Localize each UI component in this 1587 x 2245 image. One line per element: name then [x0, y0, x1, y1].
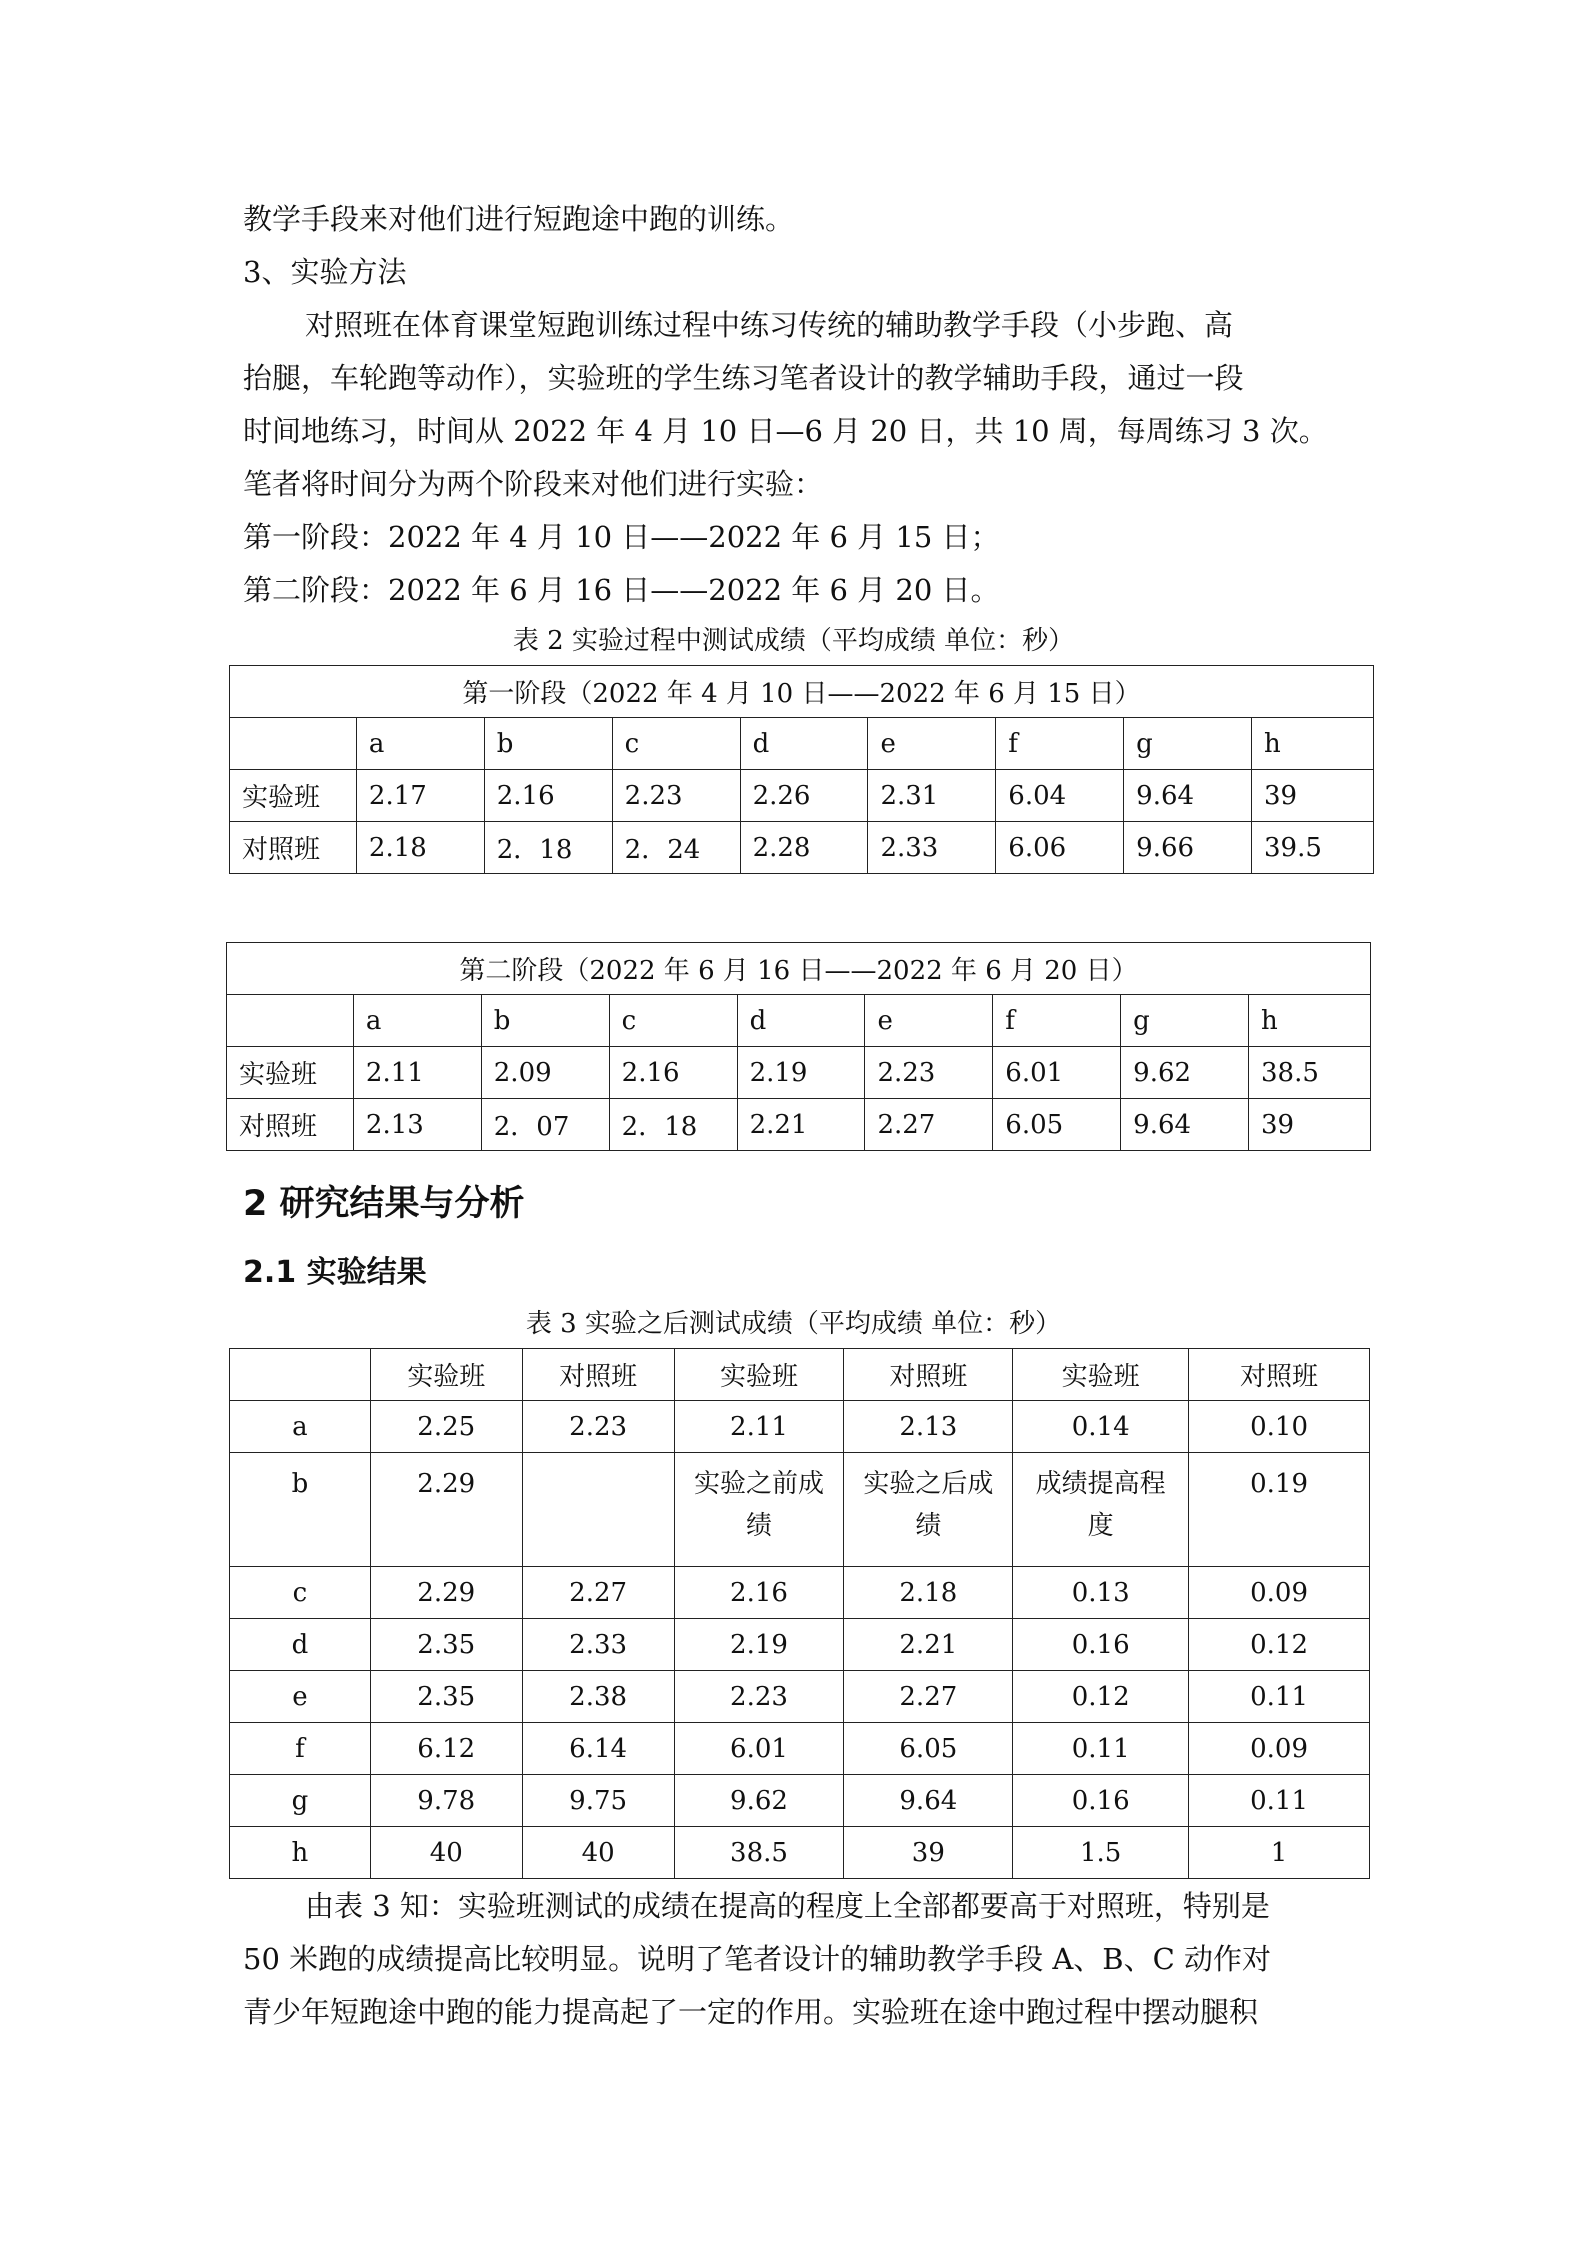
table-cell: 0.11: [1013, 1723, 1189, 1775]
table-cell: 2.26: [740, 770, 868, 822]
table-header-cell: c: [612, 718, 740, 770]
table-cell: 2.33: [868, 822, 996, 874]
table-cell: 1: [1189, 1827, 1370, 1879]
table-cell: c: [230, 1567, 371, 1619]
table-cell: 对照班: [230, 822, 357, 874]
table-cell: 对照班: [227, 1099, 354, 1151]
table-cell: 2.16: [609, 1047, 737, 1099]
table-cell: 2．18: [484, 822, 612, 874]
table-cell: 2.18: [356, 822, 484, 874]
table-header-cell: h: [1249, 995, 1371, 1047]
table-cell: 0.13: [1013, 1567, 1189, 1619]
table-cell: 6.12: [370, 1723, 522, 1775]
table-header-cell: g: [1121, 995, 1249, 1047]
table-cell: 2.31: [868, 770, 996, 822]
table-cell: e: [230, 1671, 371, 1723]
table-cell: 2.25: [370, 1401, 522, 1453]
table-cell: 0.16: [1013, 1775, 1189, 1827]
table-cell: 0.09: [1189, 1723, 1370, 1775]
table-header-cell: e: [868, 718, 996, 770]
table-row: [230, 1827, 1370, 1879]
table-cell: 0.09: [1189, 1567, 1370, 1619]
stage2-line: 第二阶段：2022 年 6 月 16 日——2022 年 6 月 20 日。: [243, 573, 1000, 607]
subsection-title: 2.1 实验结果: [243, 1255, 427, 1290]
table-cell: 2.19: [674, 1619, 844, 1671]
table-header-cell: f: [993, 995, 1121, 1047]
table-cell: 2.18: [844, 1567, 1013, 1619]
table-cell: 2.21: [844, 1619, 1013, 1671]
table-cell: 9.64: [1124, 770, 1252, 822]
table-cell: 0.19: [1189, 1453, 1370, 1567]
table-cell: 1.5: [1013, 1827, 1189, 1879]
table-cell: 2.16: [484, 770, 612, 822]
table-cell: 9.64: [1121, 1099, 1249, 1151]
table-header-cell: d: [740, 718, 868, 770]
table2-stage1-title: 第一阶段（2022 年 4 月 10 日——2022 年 6 月 15 日）: [230, 666, 1374, 718]
table-cell: f: [230, 1723, 371, 1775]
table2-stage2-title: 第二阶段（2022 年 6 月 16 日——2022 年 6 月 20 日）: [227, 943, 1371, 995]
table-cell: 0.12: [1013, 1671, 1189, 1723]
paragraph-line: 对照班在体育课堂短跑训练过程中练习传统的辅助教学手段（小步跑、高: [305, 308, 1234, 342]
table-cell: 2.29: [370, 1567, 522, 1619]
table-row: [230, 1453, 1370, 1567]
paragraph-line: 50 米跑的成绩提高比较明显。说明了笔者设计的辅助教学手段 A、B、C 动作对: [243, 1942, 1272, 1976]
table-cell: 实验班: [227, 1047, 354, 1099]
table-cell: 9.64: [844, 1775, 1013, 1827]
table-header-cell: b: [484, 718, 612, 770]
table-cell: 39: [844, 1827, 1013, 1879]
table-cell: 39.5: [1252, 822, 1374, 874]
table-header-cell: a: [356, 718, 484, 770]
table-cell: 6.05: [844, 1723, 1013, 1775]
table-cell: 40: [522, 1827, 674, 1879]
table2-caption: 表 2 实验过程中测试成绩（平均成绩 单位：秒）: [512, 626, 1075, 656]
table-cell: 2.27: [522, 1567, 674, 1619]
table-cell: g: [230, 1775, 371, 1827]
table-header-cell: b: [481, 995, 609, 1047]
table-cell: 6.01: [993, 1047, 1121, 1099]
table-cell: 2.23: [522, 1401, 674, 1453]
paragraph-line: 时间地练习，时间从 2022 年 4 月 10 日—6 月 20 日，共 10 周，每周练习 3 次。: [243, 414, 1328, 448]
table-cell: 9.62: [674, 1775, 844, 1827]
table-header-cell: [230, 718, 357, 770]
section-title: 2 研究结果与分析: [243, 1184, 525, 1224]
table-cell: [522, 1453, 674, 1567]
table-header-cell: [230, 1349, 371, 1401]
table-cell: 2．24: [612, 822, 740, 874]
table-header-cell: g: [1124, 718, 1252, 770]
table-header-cell: 实验班: [370, 1349, 522, 1401]
stage1-line: 第一阶段：2022 年 4 月 10 日——2022 年 6 月 15 日；: [243, 520, 1000, 554]
table-row: [230, 1401, 1370, 1453]
table-cell: 0.10: [1189, 1401, 1370, 1453]
table-cell: 0.16: [1013, 1619, 1189, 1671]
paragraph-line: 教学手段来对他们进行短跑途中跑的训练。: [243, 202, 795, 236]
table3-caption: 表 3 实验之后测试成绩（平均成绩 单位：秒）: [525, 1309, 1062, 1339]
paragraph-line: 由表 3 知：实验班测试的成绩在提高的程度上全部都要高于对照班，特别是: [305, 1889, 1270, 1923]
table3: [229, 1348, 1370, 1879]
table-cell: 0.14: [1013, 1401, 1189, 1453]
table-cell: 2.13: [844, 1401, 1013, 1453]
table-row: [230, 822, 1374, 874]
table-cell: 2.29: [370, 1453, 522, 1567]
table-header-cell: [227, 995, 354, 1047]
method-heading: 3、实验方法: [243, 255, 407, 289]
table-cell: 2．18: [609, 1099, 737, 1151]
table-header-cell: 对照班: [1189, 1349, 1370, 1401]
table-cell: 2.35: [370, 1671, 522, 1723]
table-cell: 2.23: [865, 1047, 993, 1099]
table-row: [230, 770, 1374, 822]
table-row: [230, 1619, 1370, 1671]
table2-stage2: [226, 942, 1371, 1151]
table-cell: 39: [1252, 770, 1374, 822]
table-cell: 实验班: [230, 770, 357, 822]
table-row: [230, 1723, 1370, 1775]
table-cell: d: [230, 1619, 371, 1671]
table-cell: 38.5: [1249, 1047, 1371, 1099]
table-cell: 2.11: [674, 1401, 844, 1453]
table-cell: 6.01: [674, 1723, 844, 1775]
table-cell: 6.06: [996, 822, 1124, 874]
table-header-cell: c: [609, 995, 737, 1047]
table-cell: 2.27: [844, 1671, 1013, 1723]
table-cell: 2.19: [737, 1047, 865, 1099]
table-cell: 6.04: [996, 770, 1124, 822]
table-cell: 2.16: [674, 1567, 844, 1619]
table-row: [227, 1099, 1371, 1151]
table-cell: 0.11: [1189, 1775, 1370, 1827]
table-cell: a: [230, 1401, 371, 1453]
table-cell: 实验之后成绩: [844, 1453, 1013, 1567]
table-cell: b: [230, 1453, 371, 1567]
table-header-cell: 对照班: [522, 1349, 674, 1401]
table-cell: 2.33: [522, 1619, 674, 1671]
table-header-cell: a: [353, 995, 481, 1047]
table-cell: 9.62: [1121, 1047, 1249, 1099]
table-cell: 2.23: [674, 1671, 844, 1723]
table-cell: 2.23: [612, 770, 740, 822]
table-cell: 2.27: [865, 1099, 993, 1151]
table-cell: 39: [1249, 1099, 1371, 1151]
table-cell: 40: [370, 1827, 522, 1879]
table-cell: 2.09: [481, 1047, 609, 1099]
table-cell: 2．07: [481, 1099, 609, 1151]
table-cell: 成绩提高程度: [1013, 1453, 1189, 1567]
table-cell: 2.35: [370, 1619, 522, 1671]
table-row: [230, 1775, 1370, 1827]
paragraph-line: 抬腿，车轮跑等动作），实验班的学生练习笔者设计的教学辅助手段，通过一段: [243, 361, 1244, 395]
table-cell: 2.28: [740, 822, 868, 874]
table-header-cell: 实验班: [674, 1349, 844, 1401]
table-cell: 2.11: [353, 1047, 481, 1099]
table-cell: 2.21: [737, 1099, 865, 1151]
table2-stage1: [229, 665, 1374, 874]
table-header-cell: f: [996, 718, 1124, 770]
table-cell: 6.05: [993, 1099, 1121, 1151]
table-header-cell: d: [737, 995, 865, 1047]
table-cell: 2.17: [356, 770, 484, 822]
table-cell: 38.5: [674, 1827, 844, 1879]
table-cell: 9.66: [1124, 822, 1252, 874]
paragraph-line: 笔者将时间分为两个阶段来对他们进行实验：: [243, 467, 824, 501]
table-row: [230, 1567, 1370, 1619]
table-row: [230, 1671, 1370, 1723]
table-cell: 2.13: [353, 1099, 481, 1151]
table-cell: 6.14: [522, 1723, 674, 1775]
table-cell: 0.12: [1189, 1619, 1370, 1671]
table-cell: 实验之前成绩: [674, 1453, 844, 1567]
table-row: [227, 1047, 1371, 1099]
table-header-cell: 实验班: [1013, 1349, 1189, 1401]
table-cell: h: [230, 1827, 371, 1879]
table-header-cell: 对照班: [844, 1349, 1013, 1401]
table-header-cell: h: [1252, 718, 1374, 770]
table-header-cell: e: [865, 995, 993, 1047]
paragraph-line: 青少年短跑途中跑的能力提高起了一定的作用。实验班在途中跑过程中摆动腿积: [243, 1995, 1259, 2029]
table-cell: 9.75: [522, 1775, 674, 1827]
table-cell: 0.11: [1189, 1671, 1370, 1723]
table-cell: 2.38: [522, 1671, 674, 1723]
table-cell: 9.78: [370, 1775, 522, 1827]
